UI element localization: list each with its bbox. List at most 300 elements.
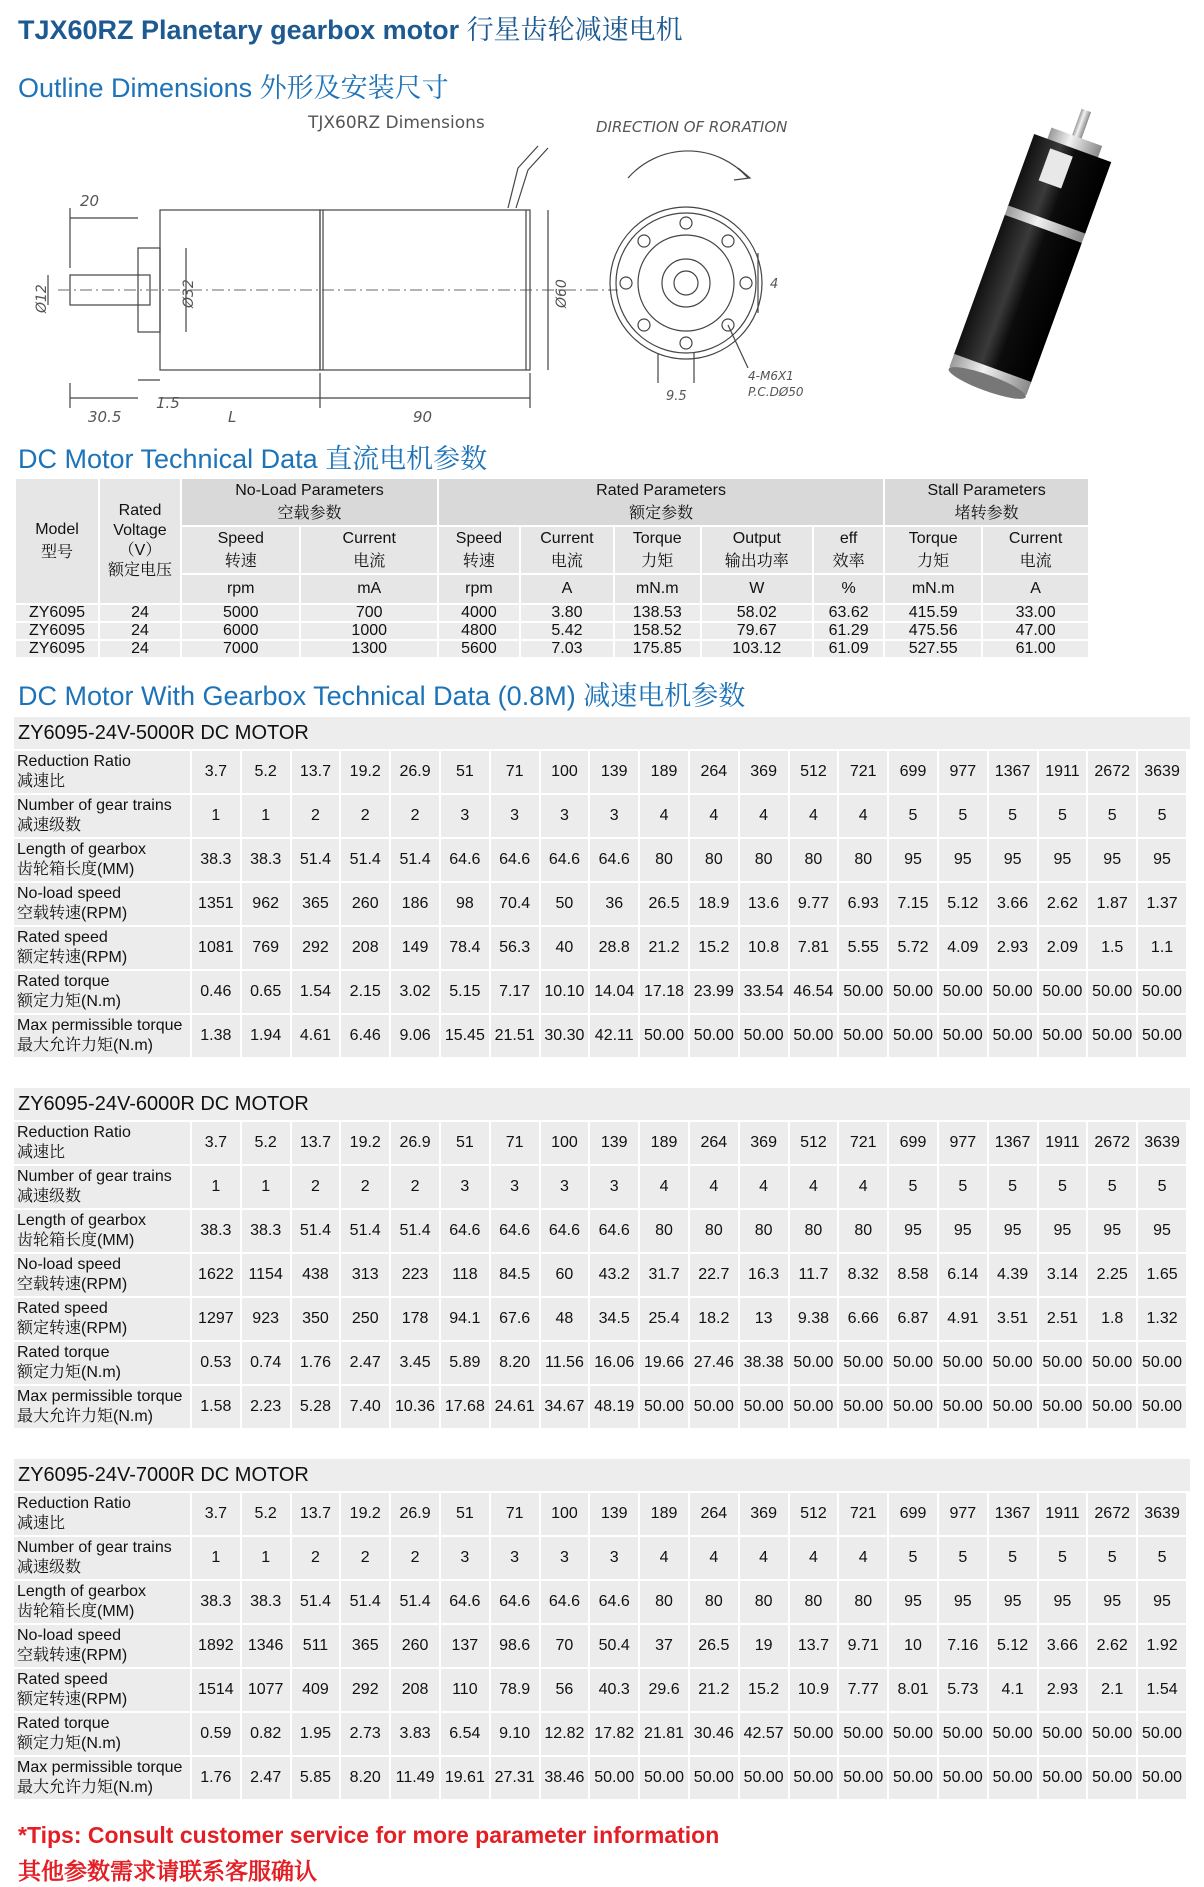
- table-cell: 158.52: [615, 623, 700, 639]
- row-label: Length of gearbox 齿轮箱长度(MM): [14, 839, 190, 881]
- table-cell: 4: [740, 795, 788, 837]
- table-cell: 50.00: [939, 1342, 987, 1384]
- table-cell: 5: [1039, 1166, 1087, 1208]
- table-cell: 2: [391, 1166, 439, 1208]
- row-label: No-load speed 空载转速(RPM): [14, 1625, 190, 1667]
- table-cell: 50.00: [839, 1757, 887, 1799]
- table-cell: 139: [590, 1122, 638, 1164]
- table-cell: 139: [590, 1493, 638, 1535]
- table-cell: 14.04: [590, 971, 638, 1013]
- table-cell: 34.5: [590, 1298, 638, 1340]
- table-cell: 26.5: [690, 1625, 738, 1667]
- table-cell: 5: [1138, 795, 1186, 837]
- table-cell: 1.65: [1138, 1254, 1186, 1296]
- table-cell: 50.00: [1138, 1757, 1186, 1799]
- table-cell: 962: [242, 883, 290, 925]
- table-cell: 1367: [989, 1493, 1037, 1535]
- table-cell: 512: [790, 751, 838, 793]
- table-cell: 1: [242, 1537, 290, 1579]
- table-cell: 5: [939, 1166, 987, 1208]
- table-cell: 24: [100, 623, 180, 639]
- table-cell: 1351: [192, 883, 240, 925]
- table-cell: 6000: [182, 623, 299, 639]
- table-cell: 50.00: [790, 1713, 838, 1755]
- table-cell: 7.77: [839, 1669, 887, 1711]
- table-cell: 100: [541, 751, 589, 793]
- table-cell: 2.93: [1039, 1669, 1087, 1711]
- voltage-header: Rated Voltage （V） 额定电压: [100, 479, 180, 603]
- table-cell: 4: [839, 1537, 887, 1579]
- table-cell: 4: [839, 795, 887, 837]
- dim-L-label: L: [228, 408, 237, 426]
- table-cell: 6.66: [839, 1298, 887, 1340]
- table-cell: 4000: [439, 605, 519, 621]
- table-cell: 50.00: [1039, 1386, 1087, 1428]
- table-cell: 80: [640, 1210, 688, 1252]
- table-cell: 5.42: [521, 623, 613, 639]
- dim-32-label: Ø32: [181, 279, 197, 308]
- table-cell: 139: [590, 751, 638, 793]
- table-cell: 5000: [182, 605, 299, 621]
- table-cell: 50.00: [839, 1386, 887, 1428]
- table-cell: 61.09: [814, 641, 883, 657]
- table-cell: 18.9: [690, 883, 738, 925]
- table-cell: 365: [341, 1625, 389, 1667]
- table-cell: 3639: [1138, 751, 1186, 793]
- table-cell: 40.3: [590, 1669, 638, 1711]
- table-cell: 699: [889, 1493, 937, 1535]
- table-cell: 1346: [242, 1625, 290, 1667]
- table-cell: 8.20: [341, 1757, 389, 1799]
- row-label: Max permissible torque 最大允许力矩(N.m): [14, 1015, 190, 1057]
- table-cell: 30.30: [541, 1015, 589, 1057]
- table-cell: 50.00: [889, 971, 937, 1013]
- table-cell: 2: [391, 795, 439, 837]
- unit-cell: W: [702, 575, 813, 603]
- table-cell: 95: [889, 1581, 937, 1623]
- table-cell: 2.09: [1039, 927, 1087, 969]
- gearbox-table-5000r: [14, 717, 1190, 1059]
- table-cell: 1: [192, 1166, 240, 1208]
- table-cell: 3.14: [1039, 1254, 1087, 1296]
- table-cell: 26.9: [391, 751, 439, 793]
- table-cell: 5: [889, 795, 937, 837]
- table-cell: 350: [292, 1298, 340, 1340]
- table-cell: 21.2: [640, 927, 688, 969]
- table-cell: 50.00: [1039, 1015, 1087, 1057]
- table-cell: 33.54: [740, 971, 788, 1013]
- table-cell: 1.37: [1138, 883, 1186, 925]
- table-cell: 29.6: [640, 1669, 688, 1711]
- stall-header: Stall Parameters 堵转参数: [885, 479, 1088, 525]
- table-cell: 1892: [192, 1625, 240, 1667]
- table-row: [14, 839, 1186, 881]
- subheader-cell: Current 电流: [521, 527, 613, 573]
- table-cell: 409: [292, 1669, 340, 1711]
- table-cell: 189: [640, 751, 688, 793]
- table-cell: 4: [740, 1537, 788, 1579]
- table-cell: 6.54: [441, 1713, 489, 1755]
- table-cell: 721: [839, 1122, 887, 1164]
- row-label: Rated torque 额定力矩(N.m): [14, 1342, 190, 1384]
- table-cell: 223: [391, 1254, 439, 1296]
- table-row: [14, 1210, 1186, 1252]
- table-cell: 5: [1039, 1537, 1087, 1579]
- table-cell: 138.53: [615, 605, 700, 621]
- table-cell: 50.00: [989, 1386, 1037, 1428]
- table-cell: 2.23: [242, 1386, 290, 1428]
- table-cell: 3: [491, 1537, 539, 1579]
- table-row: [14, 1757, 1186, 1799]
- table-cell: 5: [1088, 795, 1136, 837]
- table-cell: 25.4: [640, 1298, 688, 1340]
- table-cell: 95: [1039, 1210, 1087, 1252]
- table-cell: 95: [889, 839, 937, 881]
- table-cell: 43.2: [590, 1254, 638, 1296]
- table-cell: 5.2: [242, 751, 290, 793]
- table-cell: 264: [690, 751, 738, 793]
- table-cell: 21.51: [491, 1015, 539, 1057]
- table-cell: 64.6: [491, 839, 539, 881]
- table-cell: 80: [839, 1210, 887, 1252]
- gearbox-data-table: [12, 1120, 1188, 1430]
- table-cell: 3: [441, 1166, 489, 1208]
- table-cell: 5600: [439, 641, 519, 657]
- table-cell: 64.6: [491, 1210, 539, 1252]
- table-cell: 4.1: [989, 1669, 1037, 1711]
- table-cell: 5: [1088, 1537, 1136, 1579]
- table-cell: 1.76: [292, 1342, 340, 1384]
- table-cell: 100: [541, 1493, 589, 1535]
- table-cell: 175.85: [615, 641, 700, 657]
- table-cell: 50.00: [939, 1713, 987, 1755]
- table-row: [14, 1298, 1186, 1340]
- table-cell: 1081: [192, 927, 240, 969]
- tips-english: *Tips: Consult customer service for more parameter information: [18, 1822, 720, 1848]
- table-cell: 3: [541, 795, 589, 837]
- table-row: [14, 751, 1186, 793]
- table-cell: 2672: [1088, 751, 1136, 793]
- table-cell: 1367: [989, 751, 1037, 793]
- table-cell: 512: [790, 1122, 838, 1164]
- table-cell: 80: [740, 1210, 788, 1252]
- table-cell: 5: [1138, 1166, 1186, 1208]
- table-cell: 70: [541, 1625, 589, 1667]
- table-cell: 17.82: [590, 1713, 638, 1755]
- table-cell: 61.00: [983, 641, 1088, 657]
- table-cell: 38.3: [242, 1581, 290, 1623]
- table-cell: 51: [441, 1493, 489, 1535]
- table-cell: 5.2: [242, 1122, 290, 1164]
- table-cell: 51.4: [391, 839, 439, 881]
- table-cell: 19.2: [341, 751, 389, 793]
- table-cell: 5.72: [889, 927, 937, 969]
- table-cell: 79.67: [702, 623, 813, 639]
- title-chinese: 行星齿轮减速电机: [466, 15, 683, 45]
- table-cell: 10.36: [391, 1386, 439, 1428]
- table-cell: 50.00: [889, 1713, 937, 1755]
- table-cell: 4.61: [292, 1015, 340, 1057]
- table-cell: 1.87: [1088, 883, 1136, 925]
- unit-cell: rpm: [182, 575, 299, 603]
- table-cell: 1.76: [192, 1757, 240, 1799]
- table-cell: ZY6095: [16, 641, 98, 657]
- table-cell: 38.3: [242, 1210, 290, 1252]
- section-outline-heading: Outline Dimensions 外形及安装尺寸: [18, 73, 449, 103]
- unit-cell: mN.m: [615, 575, 700, 603]
- table-cell: 50.00: [839, 1015, 887, 1057]
- table-cell: 9.77: [790, 883, 838, 925]
- table-cell: 50.00: [790, 1757, 838, 1799]
- table-cell: 50.00: [939, 1386, 987, 1428]
- table-cell: 50.00: [889, 1342, 937, 1384]
- table-cell: 50.00: [640, 1757, 688, 1799]
- table-cell: 78.9: [491, 1669, 539, 1711]
- table-cell: 27.46: [690, 1342, 738, 1384]
- table-cell: 80: [790, 1210, 838, 1252]
- table-row: [14, 883, 1186, 925]
- table-cell: 51.4: [292, 839, 340, 881]
- table-cell: 50.00: [939, 1757, 987, 1799]
- table-cell: 38.3: [192, 839, 240, 881]
- table-cell: 769: [242, 927, 290, 969]
- table-cell: 9.38: [790, 1298, 838, 1340]
- table-cell: 50.00: [1088, 971, 1136, 1013]
- table-cell: 292: [341, 1669, 389, 1711]
- table-cell: 50.00: [839, 971, 887, 1013]
- table-cell: 4.09: [939, 927, 987, 969]
- table-row: [14, 1342, 1186, 1384]
- table-cell: 7.15: [889, 883, 937, 925]
- table-cell: 118: [441, 1254, 489, 1296]
- table-cell: 80: [790, 839, 838, 881]
- table-cell: 46.54: [790, 971, 838, 1013]
- table-cell: 0.74: [242, 1342, 290, 1384]
- table-cell: 95: [889, 1210, 937, 1252]
- table-cell: 3.02: [391, 971, 439, 1013]
- table-cell: 50.00: [1138, 1386, 1186, 1428]
- table-cell: 7.17: [491, 971, 539, 1013]
- table-cell: 699: [889, 1122, 937, 1164]
- table-cell: 50.00: [1039, 971, 1087, 1013]
- row-label: Reduction Ratio 减速比: [14, 751, 190, 793]
- table-cell: 80: [839, 1581, 887, 1623]
- table-cell: 3: [590, 1166, 638, 1208]
- table-cell: 5.85: [292, 1757, 340, 1799]
- table-cell: 19: [740, 1625, 788, 1667]
- table-cell: 5.73: [939, 1669, 987, 1711]
- table-cell: 1.92: [1138, 1625, 1186, 1667]
- table-cell: 64.6: [590, 1210, 638, 1252]
- dim-60-label: Ø60: [554, 279, 570, 308]
- dim-4-label: 4: [770, 277, 779, 292]
- motor-title: ZY6095-24V-7000R DC MOTOR: [14, 1459, 1190, 1491]
- table-cell: 189: [640, 1122, 688, 1164]
- table-cell: 721: [839, 751, 887, 793]
- table-row: [14, 1166, 1186, 1208]
- table-cell: 2: [292, 1166, 340, 1208]
- table-cell: 1367: [989, 1122, 1037, 1164]
- table-cell: 80: [690, 1210, 738, 1252]
- row-label: Reduction Ratio 减速比: [14, 1122, 190, 1164]
- table-cell: 5.12: [989, 1625, 1037, 1667]
- row-label: Rated torque 额定力矩(N.m): [14, 1713, 190, 1755]
- subheader-cell: Torque 力矩: [615, 527, 700, 573]
- table-cell: 95: [989, 839, 1037, 881]
- table-cell: 48: [541, 1298, 589, 1340]
- table-cell: 3639: [1138, 1122, 1186, 1164]
- table-cell: 21.81: [640, 1713, 688, 1755]
- table-cell: 3639: [1138, 1493, 1186, 1535]
- table-cell: 95: [1138, 1210, 1186, 1252]
- table-cell: 250: [341, 1298, 389, 1340]
- title-english: TJX60RZ Planetary gearbox motor: [18, 15, 460, 45]
- dim-m6-label: 4-M6X1: [748, 369, 794, 383]
- dc-motor-data-table: [14, 477, 1090, 659]
- table-cell: 13.7: [292, 1493, 340, 1535]
- row-label: Number of gear trains 减速级数: [14, 1166, 190, 1208]
- table-cell: 21.2: [690, 1669, 738, 1711]
- table-cell: 7.81: [790, 927, 838, 969]
- table-cell: 38.3: [242, 839, 290, 881]
- table-cell: 0.59: [192, 1713, 240, 1755]
- table-cell: 2.93: [989, 927, 1037, 969]
- table-cell: 50.00: [640, 1386, 688, 1428]
- dim-1-5-label: 1.5: [156, 394, 180, 412]
- table-cell: 3.83: [391, 1713, 439, 1755]
- table-cell: 11.49: [391, 1757, 439, 1799]
- table-cell: 50.00: [839, 1342, 887, 1384]
- table-cell: 95: [1138, 839, 1186, 881]
- row-label: Number of gear trains 减速级数: [14, 795, 190, 837]
- table-cell: 438: [292, 1254, 340, 1296]
- table-cell: 4: [790, 1166, 838, 1208]
- unit-cell: mN.m: [885, 575, 981, 603]
- table-cell: 1300: [301, 641, 437, 657]
- table-cell: 1.58: [192, 1386, 240, 1428]
- table-cell: 50.4: [590, 1625, 638, 1667]
- table-cell: 3.7: [192, 1122, 240, 1164]
- table-cell: 50.00: [989, 1713, 1037, 1755]
- table-cell: 2672: [1088, 1122, 1136, 1164]
- table-cell: 95: [939, 839, 987, 881]
- table-cell: 38.3: [192, 1210, 240, 1252]
- table-cell: 51.4: [341, 1581, 389, 1623]
- table-cell: 5: [939, 795, 987, 837]
- table-cell: 26.9: [391, 1122, 439, 1164]
- table-cell: 110: [441, 1669, 489, 1711]
- dim-90-label: 90: [413, 408, 433, 426]
- table-cell: 977: [939, 1122, 987, 1164]
- table-cell: 178: [391, 1298, 439, 1340]
- table-cell: 80: [740, 1581, 788, 1623]
- table-cell: 13.6: [740, 883, 788, 925]
- table-cell: 5: [989, 1166, 1037, 1208]
- table-cell: 1514: [192, 1669, 240, 1711]
- table-cell: 50.00: [1088, 1015, 1136, 1057]
- table-cell: 8.20: [491, 1342, 539, 1384]
- table-cell: 64.6: [541, 1581, 589, 1623]
- table-cell: 15.45: [441, 1015, 489, 1057]
- unit-cell: rpm: [439, 575, 519, 603]
- table-cell: 100: [541, 1122, 589, 1164]
- table-cell: 38.3: [192, 1581, 240, 1623]
- table-cell: 80: [690, 839, 738, 881]
- table-cell: 5.55: [839, 927, 887, 969]
- row-label: Length of gearbox 齿轮箱长度(MM): [14, 1581, 190, 1623]
- table-cell: 18.2: [690, 1298, 738, 1340]
- table-cell: 1911: [1039, 1122, 1087, 1164]
- table-cell: 1.1: [1138, 927, 1186, 969]
- table-cell: 5: [989, 1537, 1037, 1579]
- table-cell: 19.2: [341, 1493, 389, 1535]
- table-cell: 48.19: [590, 1386, 638, 1428]
- table-cell: 5: [1088, 1166, 1136, 1208]
- table-cell: 4: [790, 1537, 838, 1579]
- table-cell: 292: [292, 927, 340, 969]
- table-cell: 1: [192, 795, 240, 837]
- table-cell: 6.87: [889, 1298, 937, 1340]
- row-label: No-load speed 空载转速(RPM): [14, 1254, 190, 1296]
- table-cell: 1911: [1039, 751, 1087, 793]
- table-cell: 3.80: [521, 605, 613, 621]
- table-row: [14, 1122, 1186, 1164]
- table-cell: 64.6: [441, 839, 489, 881]
- table-cell: 50.00: [889, 1757, 937, 1799]
- table-cell: 5: [989, 795, 1037, 837]
- section-dc-motor-heading: DC Motor Technical Data 直流电机参数: [18, 444, 488, 474]
- table-cell: 38.38: [740, 1342, 788, 1384]
- table-cell: 1077: [242, 1669, 290, 1711]
- table-cell: 369: [740, 1493, 788, 1535]
- table-cell: 2: [341, 1537, 389, 1579]
- table-row: [16, 641, 1088, 657]
- table-cell: 26.5: [640, 883, 688, 925]
- table-cell: 12.82: [541, 1713, 589, 1755]
- table-cell: 78.4: [441, 927, 489, 969]
- table-cell: 95: [1088, 839, 1136, 881]
- table-cell: 6.14: [939, 1254, 987, 1296]
- table-cell: 4: [690, 1166, 738, 1208]
- table-cell: 22.7: [690, 1254, 738, 1296]
- table-cell: 3.7: [192, 751, 240, 793]
- table-cell: 42.57: [740, 1713, 788, 1755]
- table-cell: 23.99: [690, 971, 738, 1013]
- table-cell: 42.11: [590, 1015, 638, 1057]
- table-cell: 50.00: [1088, 1386, 1136, 1428]
- table-cell: 2.62: [1088, 1625, 1136, 1667]
- table-cell: 95: [1088, 1210, 1136, 1252]
- table-cell: 5.2: [242, 1493, 290, 1535]
- table-cell: 1.54: [1138, 1669, 1186, 1711]
- table-cell: 8.58: [889, 1254, 937, 1296]
- table-cell: 512: [790, 1493, 838, 1535]
- table-cell: 51: [441, 1122, 489, 1164]
- table-cell: 3: [441, 795, 489, 837]
- table-cell: 95: [1039, 839, 1087, 881]
- table-cell: 13.7: [292, 751, 340, 793]
- table-cell: 98.6: [491, 1625, 539, 1667]
- table-cell: 33.00: [983, 605, 1088, 621]
- table-cell: 50.00: [740, 1386, 788, 1428]
- row-label: No-load speed 空载转速(RPM): [14, 883, 190, 925]
- table-cell: 1: [242, 1166, 290, 1208]
- table-cell: 51.4: [391, 1581, 439, 1623]
- table-cell: 2: [341, 1166, 389, 1208]
- table-cell: 50.00: [790, 1386, 838, 1428]
- table-cell: 95: [989, 1210, 1037, 1252]
- table-cell: 50.00: [690, 1386, 738, 1428]
